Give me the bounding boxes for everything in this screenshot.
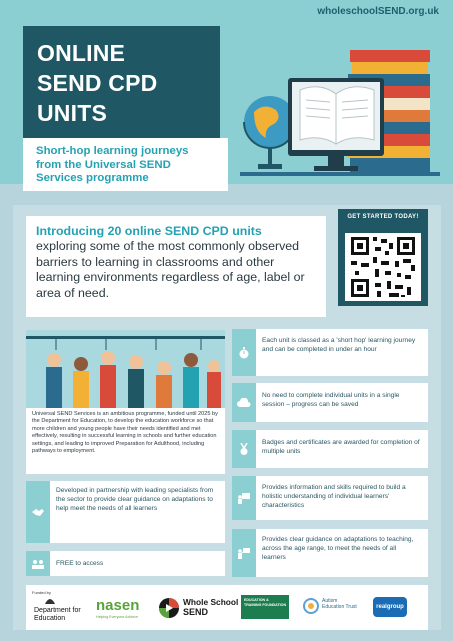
medal-icon	[232, 430, 256, 468]
realgroup-logo	[373, 597, 407, 617]
feature-text: Provides clear guidance on adaptations to teaching, across the age range, to meet the needs of all learners	[262, 536, 414, 561]
handshake-icon	[26, 481, 50, 543]
presenter-icon	[232, 476, 256, 520]
feature-text: Badges and certificates are awarded for completion of multiple units	[262, 439, 420, 455]
aet-logo-icon	[302, 597, 320, 615]
title-box	[23, 26, 220, 138]
qr-label: GET STARTED TODAY!	[347, 214, 419, 220]
subtitle-box	[23, 138, 228, 191]
dfe-logo: Department for Education	[34, 607, 81, 622]
wss-logo-line-1: Whole School	[183, 597, 239, 607]
intro-heading: Introducing 20 online SEND CPD units	[36, 224, 262, 238]
qr-box[interactable]	[338, 209, 428, 306]
qr-code-icon[interactable]	[345, 233, 421, 301]
wss-logo-line-2: SEND	[183, 607, 209, 617]
etf-logo	[241, 595, 289, 619]
nasen-logo: nasen	[96, 597, 140, 614]
title-line: SEND CPD	[37, 70, 158, 96]
feature-item	[232, 383, 428, 422]
people-illustration	[26, 330, 225, 408]
title-line: UNITS	[37, 100, 107, 126]
feature-text: Each unit is classed as a 'short hop' learning journey and can be completed in under an hour	[262, 337, 416, 353]
feature-text: Developed in partnership with leading specialists from the sector to provide clear guidance on adaptations to help meet the needs of all learners	[56, 487, 214, 512]
subtitle-line: Services programme	[36, 172, 149, 184]
feature-item	[232, 476, 428, 520]
partner-logos	[26, 585, 428, 630]
feature-item	[232, 529, 428, 577]
website-url[interactable]: wholeschoolSEND.org.uk	[317, 6, 439, 17]
funded-by-label: Funded by	[32, 590, 51, 595]
nasen-tagline: Helping Everyone Achieve	[96, 615, 138, 619]
etf-logo-text: EDUCATION & TRAINING FOUNDATION	[244, 598, 287, 607]
feature-text: No need to complete individual units in a single session – progress can be saved	[262, 392, 400, 408]
people-icon	[26, 551, 50, 576]
subtitle-line: Short-hop learning journeys	[36, 145, 189, 157]
crest-icon	[44, 595, 56, 605]
feature-item	[26, 551, 225, 576]
programme-paragraph: Universal SEND Services is an ambitious programme, funded until 2025 by the Department for Education, to develop the education workforce so that more children and young people have their needs identified and met effectively, resulting in successful learning in schools and further education settings, and leading to improved Preparation for Adulthood, including pathways to employment.	[32, 411, 218, 455]
intro-body: exploring some of the most commonly observed barriers to learning in classrooms and other learning environments regardless of age, label or area of need.	[36, 239, 305, 300]
wss-logo-icon	[158, 597, 180, 619]
aet-logo-text: Autism Education Trust	[322, 598, 357, 610]
realgroup-logo-text: realgroup	[376, 604, 404, 610]
subtitle-line: from the Universal SEND	[36, 158, 171, 171]
feature-item	[232, 329, 428, 376]
teacher-icon	[232, 529, 256, 577]
cloud-icon	[232, 383, 256, 422]
intro-box	[26, 216, 326, 317]
stopwatch-icon	[232, 329, 256, 376]
programme-card	[26, 330, 225, 474]
title-line: ONLINE	[37, 40, 126, 66]
feature-text: FREE to access	[56, 560, 104, 567]
books-globe-monitor-illustration	[240, 42, 440, 192]
feature-text: Provides information and skills required to build a holistic understanding of individual learners' characteristics	[262, 484, 406, 509]
feature-item	[232, 430, 428, 468]
feature-item	[26, 481, 225, 543]
